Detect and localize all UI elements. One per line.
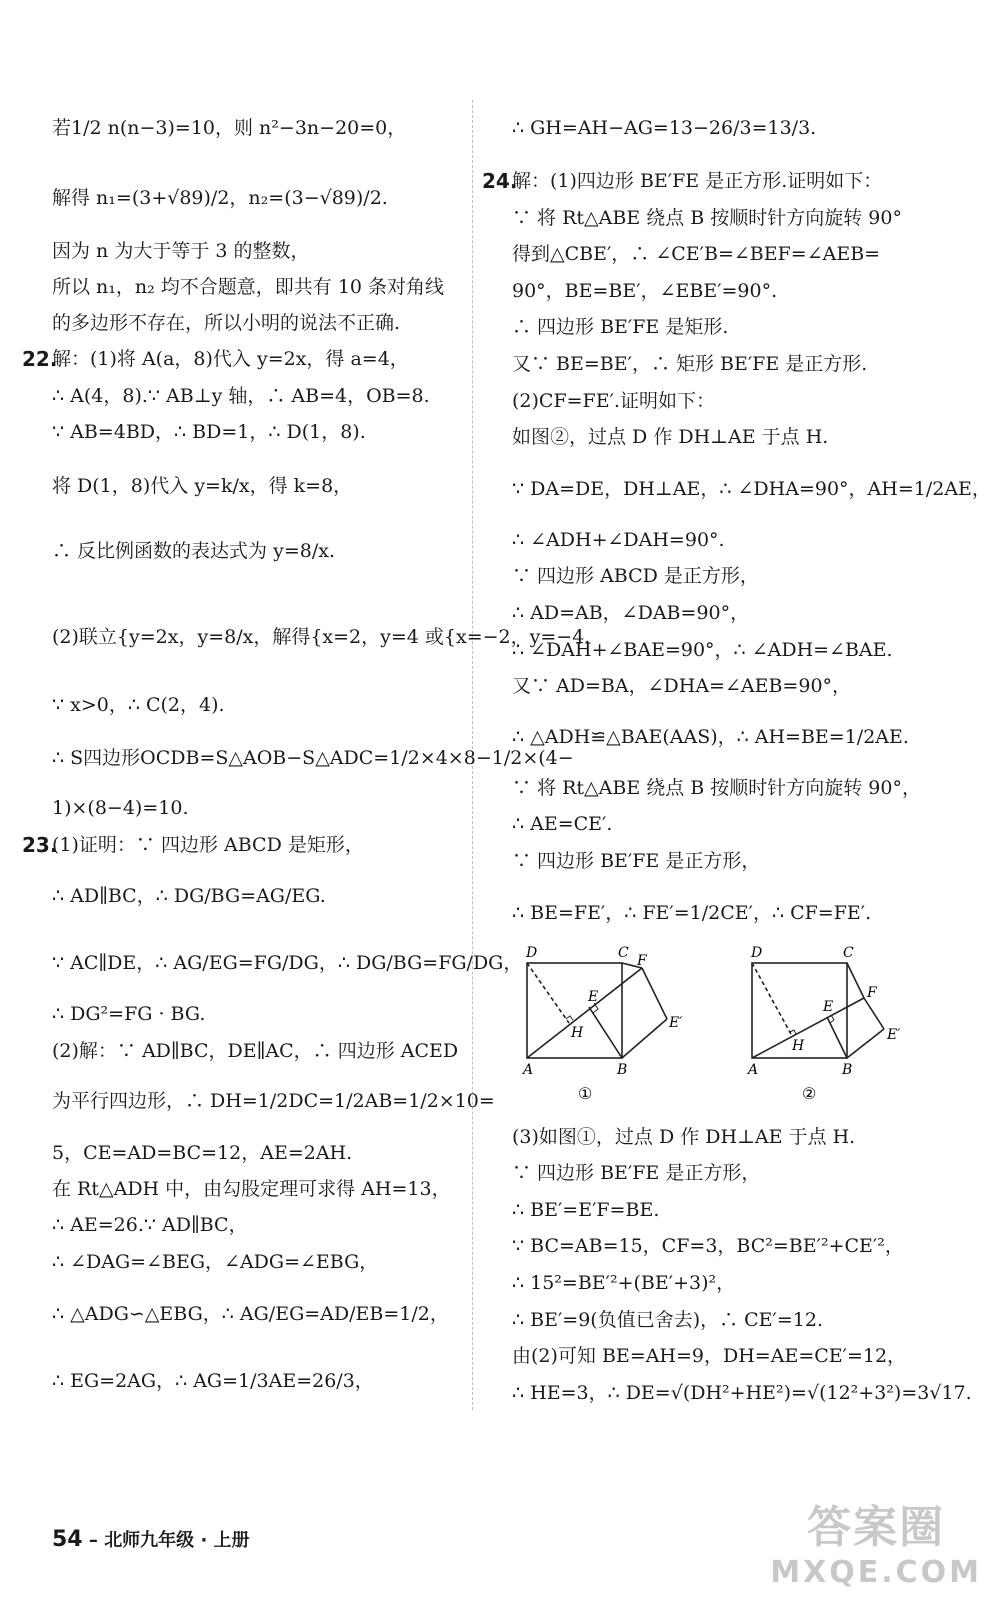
text-line: ∵ x>0，∴ C(2，4).	[52, 694, 225, 716]
label-d: D	[526, 945, 538, 961]
text-line: ∴ HE=3，∴ DE=√(DH²+HE²)=√(12²+3²)=3√17.	[512, 1382, 972, 1404]
label-a: A	[748, 1062, 759, 1078]
text-line: (2)解：∵ AD∥BC，DE∥AC，∴ 四边形 ACED	[52, 1040, 459, 1062]
text-line: ∵ BC=AB=15，CF=3，BC²=BE′²+CE′²，	[512, 1235, 904, 1257]
text-line: 如图②，过点 D 作 DH⊥AE 于点 H.	[512, 426, 829, 448]
text-line: (2)CF=FE′.证明如下：	[512, 390, 715, 412]
text-line: ∴ EG=2AG，∴ AG=1/3AE=26/3，	[52, 1370, 374, 1392]
line-fe2	[642, 968, 667, 1019]
text-line: 因为 n 为大于等于 3 的整数，	[52, 240, 310, 262]
label-f: F	[867, 985, 877, 1001]
label-e: E	[823, 999, 834, 1015]
figure-2	[752, 963, 884, 1058]
text-line: ∴ AD=AB，∠DAB=90°，	[512, 602, 750, 624]
text-line: 解：(1)将 A(a，8)代入 y=2x，得 a=4，	[52, 348, 409, 370]
label-f: F	[637, 953, 647, 969]
label-b: B	[842, 1062, 853, 1078]
label-e-prime: E′	[669, 1015, 683, 1031]
page-footer	[52, 1526, 250, 1552]
geometry-figures	[512, 941, 952, 1116]
label-h: H	[792, 1038, 805, 1054]
problem-number: 22.	[22, 347, 58, 371]
text-line: 将 D(1，8)代入 y=k/x，得 k=8，	[52, 475, 353, 497]
text-line: ∴ DG²=FG · BG.	[52, 1003, 206, 1025]
text-line: ∵ AC∥DE，∴ AG/EG=FG/DG，∴ DG/BG=FG/DG，	[52, 952, 523, 974]
problem-number: 24.	[482, 169, 518, 193]
label-e-prime: E′	[887, 1027, 901, 1043]
text-line: ∴ S四边形OCDB=S△AOB−S△ADC=1/2×4×8−1/2×(4−	[52, 747, 574, 769]
text-line: ∴ BE=FE′，∴ FE′=1/2CE′，∴ CF=FE′.	[512, 902, 872, 924]
watermark-logo-text: 答案圈	[807, 1502, 946, 1553]
watermark-url: MXQE.COM	[770, 1555, 982, 1590]
text-line: ∴ 四边形 BE′FE 是矩形.	[512, 316, 729, 338]
text-line: 在 Rt△ADH 中，由勾股定理可求得 AH=13，	[52, 1178, 451, 1200]
label-d: D	[751, 945, 763, 961]
text-line: 又∵ BE=BE′，∴ 矩形 BE′FE 是正方形.	[512, 353, 868, 375]
text-line: 1)×(8−4)=10.	[52, 797, 189, 819]
label-b: B	[617, 1062, 628, 1078]
text-line: ∵ AB=4BD，∴ BD=1，∴ D(1，8).	[52, 421, 366, 443]
text-line: ∴ ∠DAH+∠BAE=90°，∴ ∠ADH=∠BAE.	[512, 639, 893, 661]
text-line: ∵ 将 Rt△ABE 绕点 B 按顺时针方向旋转 90°，	[512, 777, 921, 799]
text-line: 90°，BE=BE′，∠EBE′=90°.	[512, 280, 778, 302]
text-line: ∴ AE=CE′.	[512, 813, 613, 835]
footer-dash: –	[88, 1530, 98, 1551]
text-line: ∴ ∠ADH+∠DAH=90°.	[512, 529, 725, 551]
line-dh	[752, 963, 792, 1036]
text-line: (3)如图①，过点 D 作 DH⊥AE 于点 H.	[512, 1126, 856, 1148]
label-h: H	[571, 1025, 584, 1041]
line-e2b	[847, 1029, 884, 1058]
text-line: ∵ 四边形 BE′FE 是正方形，	[512, 850, 761, 872]
text-line: ∵ 四边形 BE′FE 是正方形，	[512, 1162, 761, 1184]
text-line: 5，CE=AD=BC=12，AE=2AH.	[52, 1142, 353, 1164]
label-c: C	[843, 945, 854, 961]
figure-1	[527, 963, 667, 1058]
text-line: ∵ DA=DE，DH⊥AE，∴ ∠DHA=90°，AH=1/2AE，	[512, 478, 991, 500]
text-line: 若1/2 n(n−3)=10，则 n²−3n−20=0，	[52, 117, 407, 139]
line-fe2	[864, 998, 884, 1029]
text-line: 所以 n₁，n₂ 均不合题意，即共有 10 条对角线	[52, 276, 445, 298]
label-e: E	[588, 989, 599, 1005]
text-line: 解：(1)四边形 BE′FE 是正方形.证明如下：	[512, 170, 883, 192]
text-line: ∵ 四边形 ABCD 是正方形，	[512, 565, 759, 587]
line-ae	[527, 968, 642, 1058]
label-a: A	[523, 1062, 534, 1078]
text-line: ∵ 将 Rt△ABE 绕点 B 按顺时针方向旋转 90°	[512, 207, 902, 229]
text-line: ∴ ∠DAG=∠BEG，∠ADG=∠EBG，	[52, 1251, 379, 1273]
text-line: (1)证明：∵ 四边形 ABCD 是矩形，	[52, 834, 364, 856]
text-line: ∴ AD∥BC，∴ DG/BG=AG/EG.	[52, 885, 326, 907]
line-dh	[527, 963, 569, 1023]
text-line: ∴ △ADH≌△BAE(AAS)，∴ AH=BE=1/2AE.	[512, 726, 909, 748]
book-title: 北师九年级 · 上册	[104, 1530, 250, 1551]
line-eb	[589, 1007, 622, 1058]
label-c: C	[618, 945, 629, 961]
text-line: 得到△CBE′，∴ ∠CE′B=∠BEF=∠AEB=	[512, 243, 881, 265]
text-line: (2)联立{y=2x，y=8/x，解得{x=2，y=4 或{x=−2，y=−4.	[52, 626, 591, 648]
page-number: 54	[52, 1527, 83, 1552]
line-e2b	[622, 1019, 667, 1058]
text-line: 的多边形不存在，所以小明的说法不正确.	[52, 312, 401, 334]
text-line: ∴ BE′=E′F=BE.	[512, 1199, 660, 1221]
watermark	[770, 1491, 982, 1590]
text-line: ∴ AE=26.∵ AD∥BC，	[52, 1214, 248, 1236]
line-cf	[847, 963, 864, 998]
square-abcd	[527, 963, 622, 1058]
text-line: ∴ 15²=BE′²+(BE′+3)²，	[512, 1272, 736, 1294]
text-line: 为平行四边形，∴ DH=1/2DC=1/2AB=1/2×10=	[52, 1090, 495, 1112]
text-line: ∴ A(4，8).∵ AB⊥y 轴，∴ AB=4，OB=8.	[52, 385, 430, 407]
text-line: ∴ △ADG∽△EBG，∴ AG/EG=AD/EB=1/2，	[52, 1303, 449, 1325]
problem-number: 23.	[22, 833, 58, 857]
text-line: 由(2)可知 BE=AH=9，DH=AE=CE′=12，	[512, 1345, 907, 1367]
text-line: ∴ BE′=9(负值已舍去)，∴ CE′=12.	[512, 1309, 824, 1331]
text-line: 解得 n₁=(3+√89)/2，n₂=(3−√89)/2.	[52, 187, 388, 209]
right-angle-h	[566, 1016, 573, 1020]
text-line: ∴ 反比例函数的表达式为 y=8/x.	[52, 540, 335, 562]
figure-2-caption: ②	[802, 1084, 817, 1103]
text-line: 又∵ AD=BA，∠DHA=∠AEB=90°，	[512, 675, 852, 697]
line-eb	[827, 1017, 847, 1058]
figure-1-caption: ①	[578, 1084, 593, 1103]
text-line: ∴ GH=AH−AG=13−26/3=13/3.	[512, 117, 817, 139]
